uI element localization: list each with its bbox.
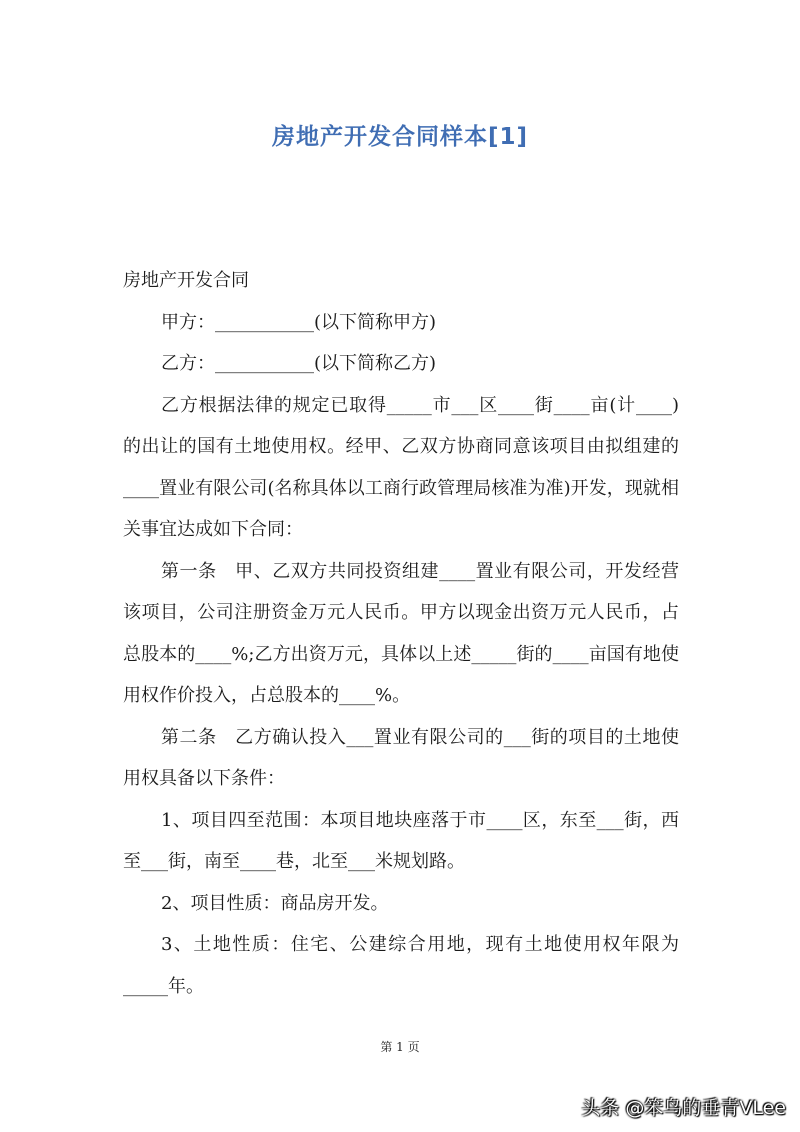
document-body <box>123 260 679 1007</box>
paragraph-item-3: 3、土地性质：住宅、公建综合用地，现有土地使用权年限为_____年。 <box>123 934 679 997</box>
page-number: 第 1 页 <box>380 1040 420 1054</box>
contract-heading: 房地产开发合同 <box>123 270 249 291</box>
paragraph-party-b: 乙方：___________(以下简称乙方) <box>161 353 437 374</box>
paragraph-article-2: 第二条 乙方确认投入___置业有限公司的___街的项目的土地使用权具备以下条件： <box>123 726 679 789</box>
paragraph-party-a: 甲方：___________(以下简称甲方) <box>161 311 437 333</box>
watermark: 头条 @笨鸟的垂青VLee <box>581 1097 786 1119</box>
paragraph-article-1: 第一条 甲、乙双方共同投资组建____置业有限公司，开发经营该项目，公司注册资金万元人民币。甲方以现金出资万元人民币，占总股本的____%;乙方出资万元，具体以上述_____街的____亩国有地使用权作价投入，占总股本的____%。 <box>123 560 679 706</box>
paragraph-item-1: 1、项目四至范围：本项目地块座落于市____区，东至___街，西至___街，南至____巷，北至___米规划路。 <box>123 809 679 872</box>
document-title: 房地产开发合同样本[1] <box>271 124 529 150</box>
paragraph-preamble: 乙方根据法律的规定已取得_____市___区____街____亩(计____)的出让的国有土地使用权。经甲、乙双方协商同意该项目由拟组建的____置业有限公司(名称具体以工商行政管理局核准为准)开发，现就相关事宜达成如下合同： <box>123 394 679 540</box>
paragraph-item-2: 2、项目性质：商品房开发。 <box>161 892 389 914</box>
